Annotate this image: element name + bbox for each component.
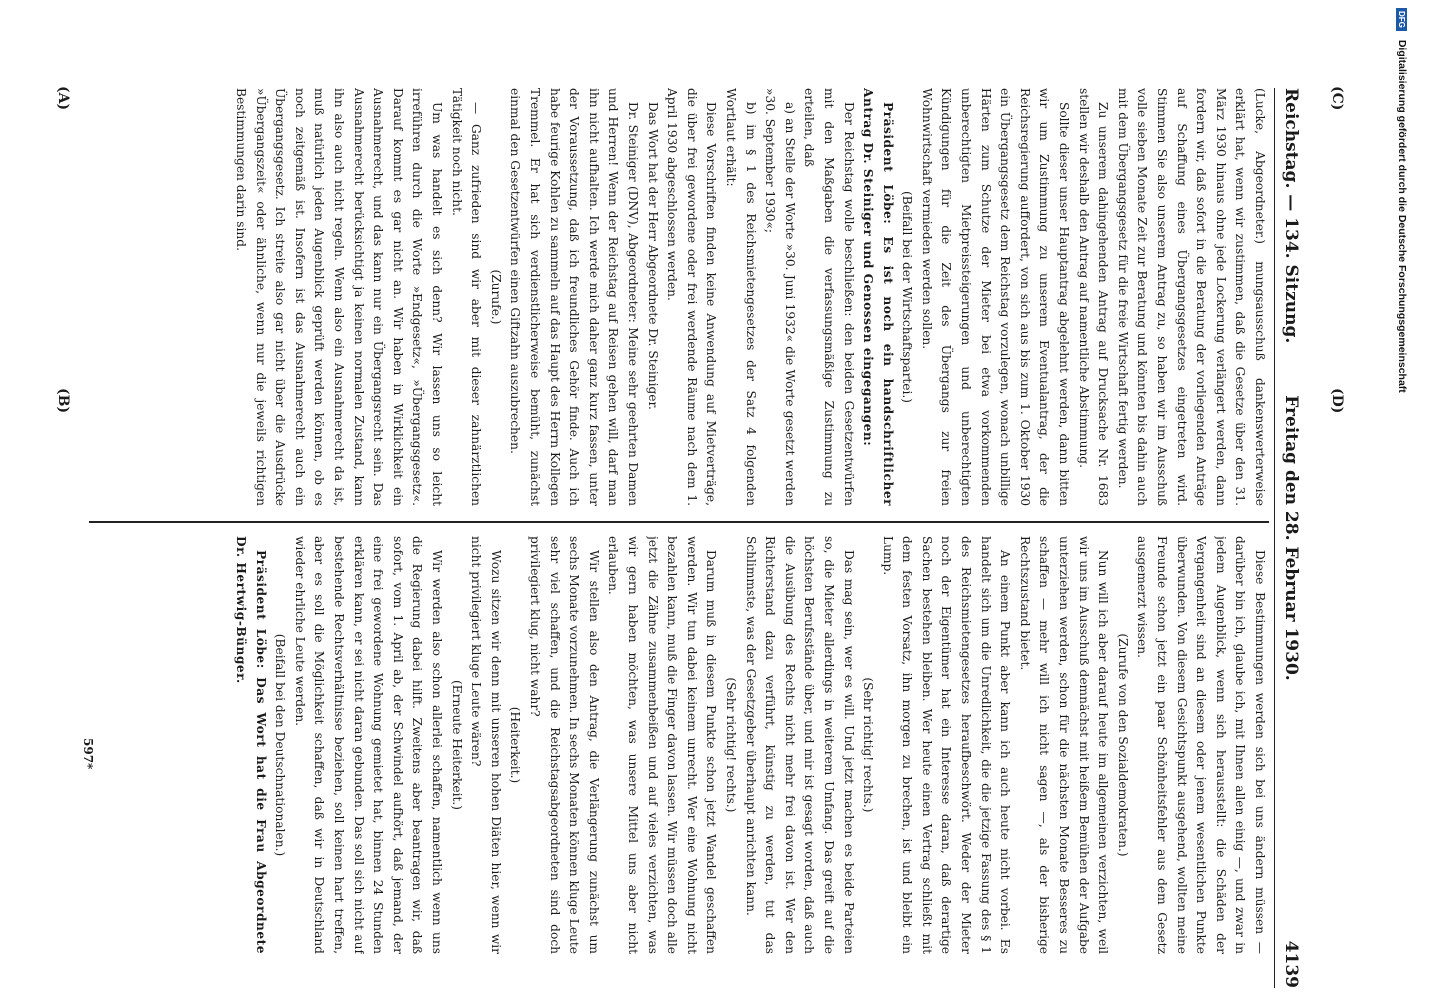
list-item: b) im § 1 des Reichsmietengesetzes der Satz 4 folgenden Wortlaut erhält: xyxy=(723,88,758,506)
column-divider xyxy=(89,521,1269,523)
paragraph: Wozu sitzen wir denn mit unseren hohen Diäten hier, wenn wir nicht privilegiert kluge Leute wären? xyxy=(469,536,503,954)
paragraph: — Ganz zufrieden sind wir aber mit dieser zahnärztlichen Tätigkeit noch nicht. xyxy=(449,88,484,506)
interjection: (Beifall bei der Wirtschaftspartei.) xyxy=(900,190,915,404)
margin-mark-d: (D) xyxy=(1329,388,1345,414)
interjection: (Sehr richtig! rechts.) xyxy=(723,677,738,813)
paragraph: Zu unserem dahingehenden Antrag auf Drucksache Nr. 1683 stellen wir deshalb den Antrag auf namentliche Abstimmung. xyxy=(1076,88,1111,506)
list-item: a) an Stelle der Worte »30. Juni 1932« die Worte gesetzt werden »30. September 1930«; xyxy=(763,88,797,506)
funding-note xyxy=(1390,8,1408,998)
interjection: (Zurufe von den Sozialdemokraten.) xyxy=(1115,633,1130,857)
document-page xyxy=(45,86,1345,988)
paragraph: Wir werden also schon allerlei schaffen, namentlich wenn uns die Regierung dabei hilft. Zweitens aber beantragen wir, daß sofort, vom 1. April ab, der Schwindel aufhört, daß jemand, der eine frei gewordene Wohnung gemietet hat, binnen 24 Stunden erklären kann, er sei nicht daran gebunden. Das soll sich nicht auf bestehende Rechtsverhältnisse beziehen, soll keinen hart treffen, aber es soll die Möglichkeit schaffen, daß wir in Deutschland wieder ehrliche Leute werden. xyxy=(292,536,445,954)
paragraph: (Lucke, Abgeordneter.) mungsausschuß dankenswerterweise erklärt hat, wenn wir zustimmen, daß die Gesetze über den 31. März 1930 hinaus ohne jede Lockerung verlängert werden, dann fordern wir, daß sofort in die Beratung der vorliegenden Anträge auf Schaffung eines Übergangsgesetzes eingetreten wird. Stimmen Sie also unserem Antrag zu, so haben wir im Ausschuß volle sieben Monate Zeit zur Beratung und könnten bis dahin auch mit dem Übergangsgesetz für die freie Wirtschaft fertig werden. xyxy=(1115,88,1267,506)
interjection: (Heiterkeit.) xyxy=(508,706,523,784)
paragraph: Das Wort hat der Herr Abgeordnete Dr. Steiniger. xyxy=(645,102,660,410)
interjection: (Erneute Heiterkeit.) xyxy=(449,679,464,811)
speaker-paragraph: Präsident Löbe: Das Wort hat die Frau Abgeordnete Dr. Hertwig-Bünger. xyxy=(234,536,268,954)
speaker-paragraph: Dr. Steiniger (DNV), Abgeordneter: Meine sehr geehrten Damen und Herren! Wenn der Reichstag auf Reisen gehen will, darf man ihn nicht aufhalten. Ich werde mich daher ganz kurz fassen, unter der Voraussetzung, daß ich freundliches Gehör finde. Auch ich habe feurige Kohlen zu sammeln auf das Haupt des Herrn Kollegen Tremmel. Er hat sich verdienstlicherweise bemüht, zunächst einmal den Gesetzentwürfen einen Giftzahn auszubrechen. xyxy=(508,88,640,506)
paragraph: Darum muß in diesem Punkte schon jetzt Wandel geschaffen werden. Wir tun dabei keinem unrecht. Wer eine Wohnung nicht bezahlen kann, muß die Finger davon lassen. Wir müssen doch alle jetzt die Zähne zusammenbeißen und auf vieles verzichten, was wir gern haben möchten, was unsere Mittel uns aber nicht erlauben. xyxy=(606,536,719,954)
speaker-paragraph: Präsident Löbe: Es ist noch ein handschriftlicher Antrag Dr. Steiniger und Genossen eingegangen: xyxy=(861,88,895,506)
paragraph: Der Reichstag wolle beschließen: den beiden Gesetzentwürfen mit den Maßgaben die verfassungsmäßige Zustimmung zu erteilen, daß xyxy=(802,88,856,506)
dfg-badge: DFG xyxy=(1396,8,1407,31)
paragraph: Um was handelt es sich denn? Wir lassen uns so leicht irreführen durch die Worte »Endgesetz«, »Übergangsgesetz«. Darauf kommt es gar nicht an. Wir haben in Wirklichkeit ein Ausnahmerecht, und das kann nur ein Übergangsrecht sein. Das Ausnahmerecht berücksichtigt ja keinen normalen Zustand, kann ihn also auch nicht regeln. Wenn also ein Ausnahmerecht da ist, muß natürlich jeden Augenblick geprüft werden können, ob es noch zeitgemäß ist. Insofern ist das Ausnahmerecht auch ein Übergangsgesetz. Ich streite also gar nicht über die Ausdrücke »Übergangszeit« oder ähnliche, wenn nur die jeweils richtigen Bestimmungen darin sind. xyxy=(234,88,445,506)
paragraph: Wir stellen also den Antrag, die Verlängerung zunächst um sechs Monate vorzunehmen. In sechs Monaten können kluge Leute sehr viel schaffen, und die Reichstagsabgeordneten sind doch privilegiert klug, nicht wahr? xyxy=(528,536,601,954)
folio-number: 597* xyxy=(81,738,95,770)
page-number: 4139 xyxy=(1281,940,1301,988)
margin-mark-a: (A) xyxy=(55,86,71,111)
funding-text: Digitalisierung gefördert durch die Deutsche Forschungsgemeinschaft xyxy=(1396,39,1408,393)
left-column xyxy=(49,88,1269,506)
header-left: Reichstag. — 134. Sitzung. xyxy=(1281,88,1301,344)
paragraph: Nun will ich aber darauf heute im allgemeinen verzichten, weil wir uns im Ausschuß demnächst mit heißem Bemühen der Aufgabe unterziehen werden, schon für die nächsten Monate Besseres zu schaffen — mehr will ich nicht sagen —, als der bisherige Rechtszustand bietet. xyxy=(1017,536,1111,954)
interjection: (Sehr richtig! rechts.) xyxy=(861,677,876,813)
paragraph: Diese Bestimmungen werden sich bei uns ändern müssen — darüber bin ich, glaube ich, mit Ihnen allen einig —, und zwar in jedem Augenblick, wenn sich herausstellt: die Schäden der Vergangenheit sind an diesem oder jenem wesentlichen Punkte überwunden. Von diesem Gesichtspunkt ausgehend, wollten meine Freunde schon jetzt ein paar Schönheitsfehler aus dem Gesetz ausgemerzt wissen. xyxy=(1135,536,1267,954)
paragraph: Sollte dieser unser Hauptantrag abgelehnt werden, dann bitten wir um Zustimmung zu unserem Eventualantrag, der die Reichsregierung auffordert, von sich aus bis zum 1. Oktober 1930 ein Übergangsgesetz dem Reichstag vorzulegen, wonach unbillige Härten zum Schutze der Mieter bei etwa vorkommenden unberechtigten Mietpreissteigerungen und unberechtigten Kündigungen für die Zeit des Übergangs zur freien Wohnwirtschaft vermieden werden sollen. xyxy=(919,88,1072,506)
margin-mark-c: (C) xyxy=(1329,86,1345,111)
interjection: (Zurufe.) xyxy=(488,269,503,325)
paragraph: Diese Vorschriften finden keine Anwendung auf Mietverträge, die über frei gewordene oder frei werdende Räume nach dem 1. April 1930 abgeschlossen werden. xyxy=(665,88,719,506)
interjection: (Beifall bei den Deutschnationalen.) xyxy=(273,633,288,857)
paragraph: Das mag sein, wer es will. Und jetzt machen es beide Parteien so, die Mieter allerdings in weiterem Umfang. Das greift auf die höchsten Berufsstände über, und mir ist gesagt worden, daß auch die Ausübung des Rechts nicht mehr frei davon ist. Wer den Richterstand dazu verführt, künstig zu werden, tut das Schlimmste, was der Gesetzgeber überhaupt anrichten kann. xyxy=(743,536,856,954)
paragraph: An einem Punkt aber kann ich auch heute nicht vorbei. Es handelt sich um die Unredlichkeit, die die jetzige Fassung des § 1 des Reichsmietengesetzes heraufbeschwört. Weder der Mieter noch der Eigentümer hat ein Interesse daran, daß derartige Sachen bestehen bleiben. Wer heute einen Vertrag schließt mit dem festen Vorsatz, ihn morgen zu brechen, ist und bleibt ein Lump. xyxy=(880,536,1013,954)
right-column xyxy=(49,536,1269,954)
header-center: Freitag den 28. Februar 1930. xyxy=(1281,395,1301,681)
margin-mark-b: (B) xyxy=(55,388,71,414)
running-header xyxy=(1274,88,1305,988)
